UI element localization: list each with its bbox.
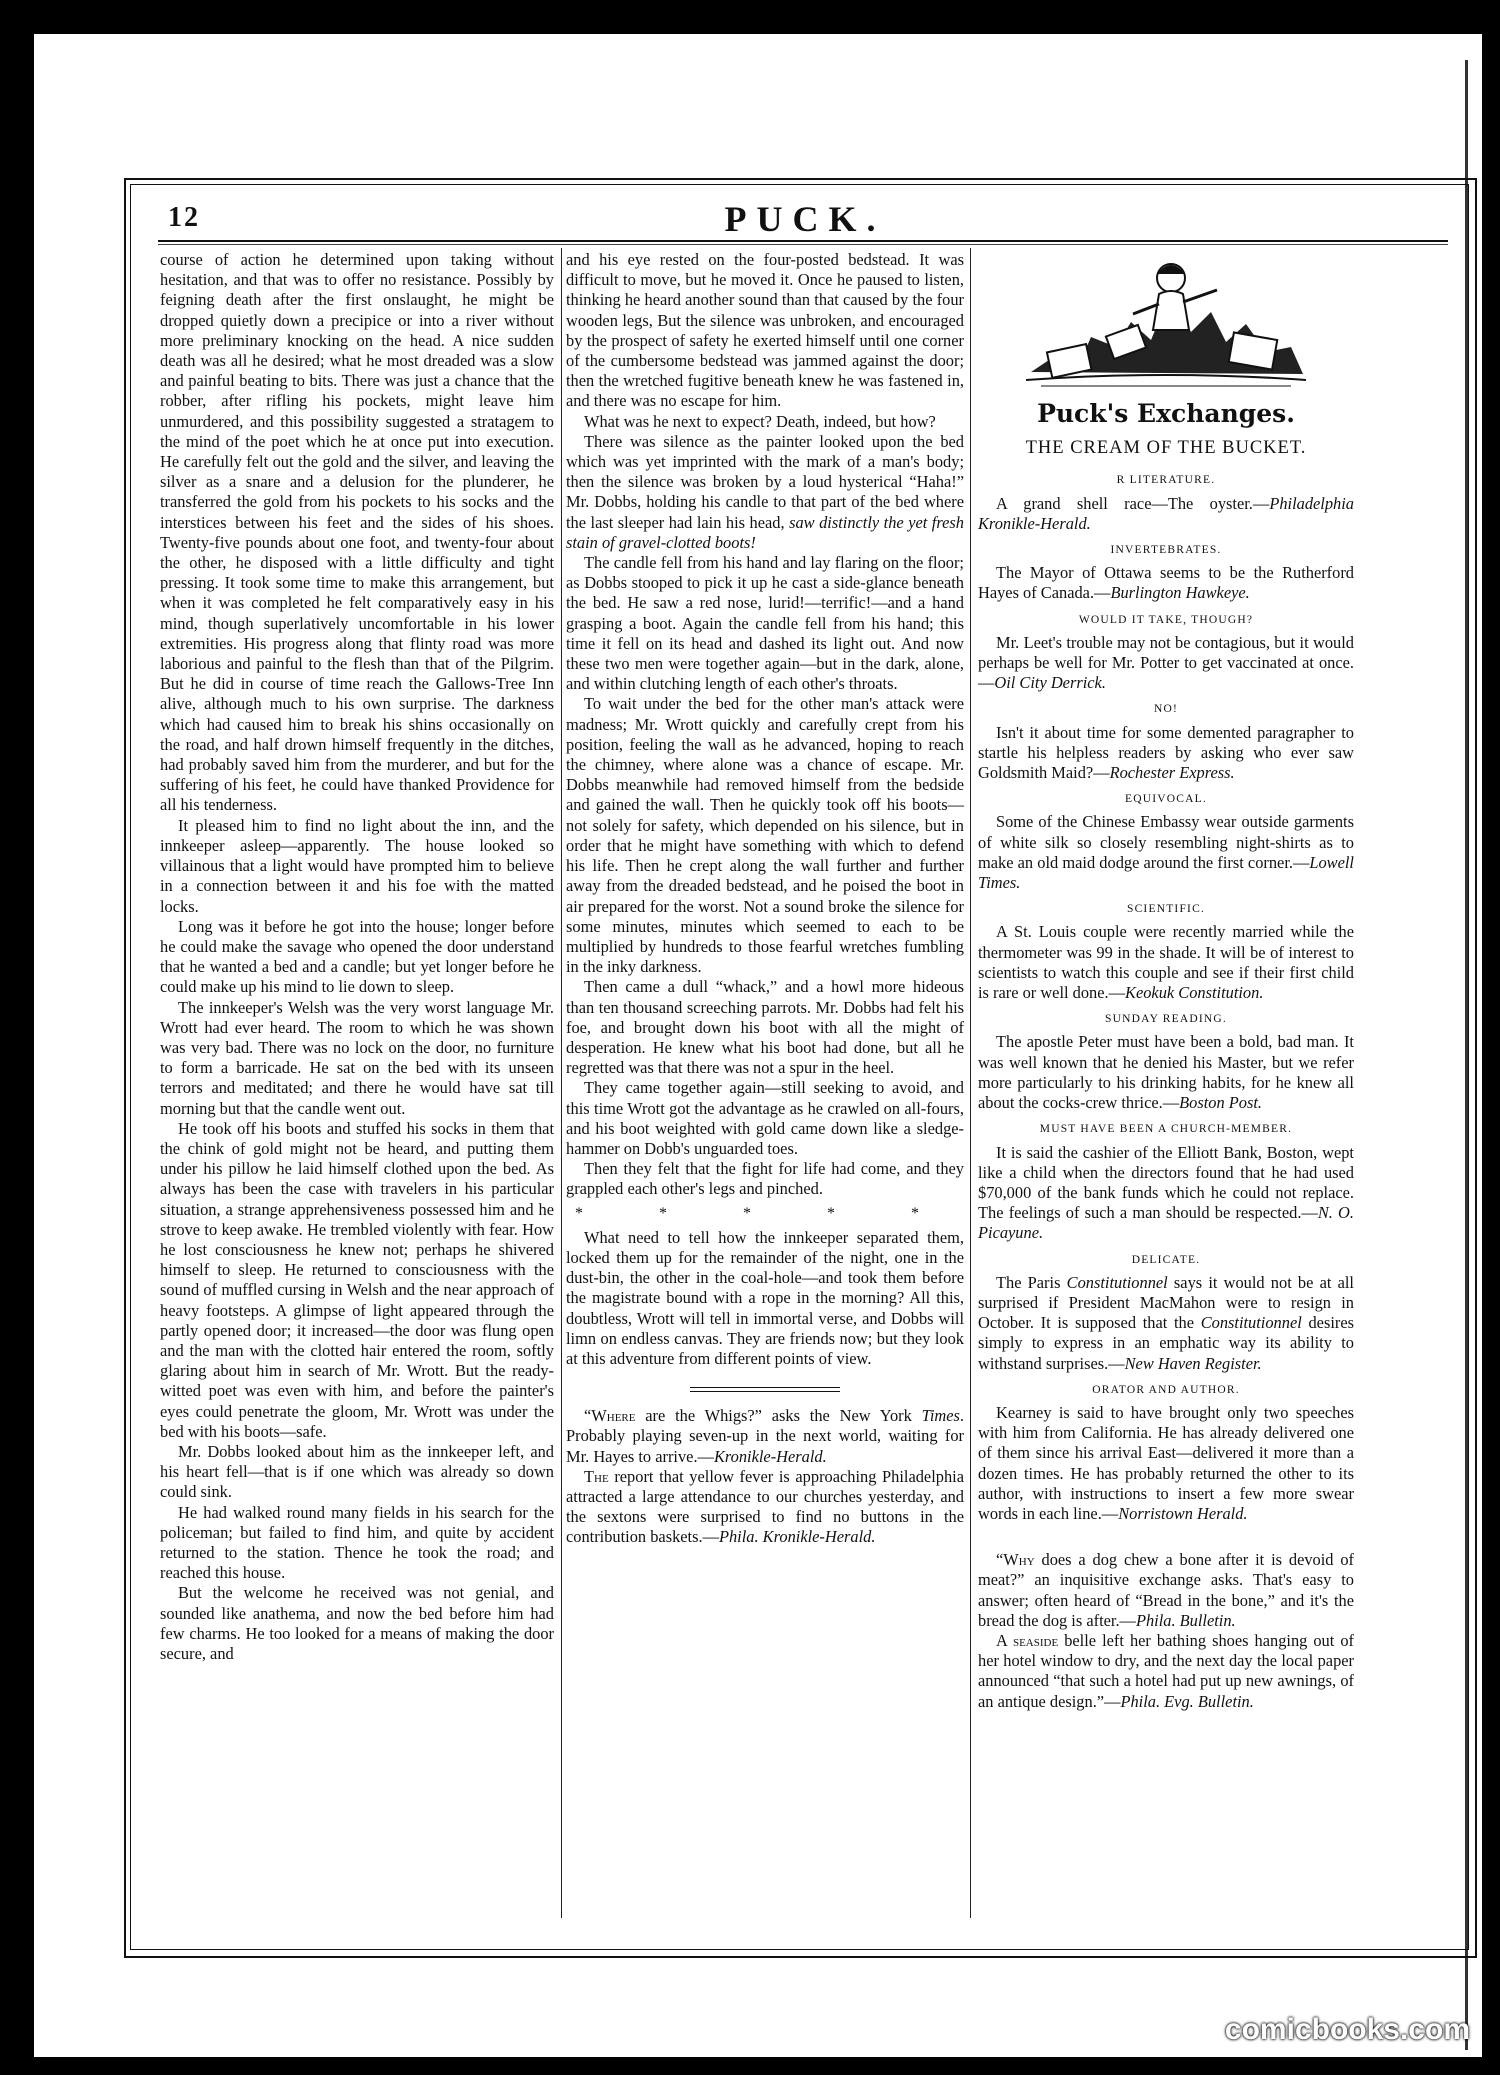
scan-border-top bbox=[0, 0, 1500, 34]
exchange-item: The Mayor of Ottawa seems to be the Rutherford Hayes of Canada.—Burlington Hawkeye. bbox=[978, 563, 1354, 603]
item-heading: DELICATE. bbox=[1131, 1253, 1201, 1266]
exchange-item: It is said the cashier of the Elliott Bank, Boston, wept like a child when the directors found that he had used $70,000 of the bank funds which he could not replace. The feelings of such a man should be respected.—N. O. Picayune. bbox=[978, 1142, 1354, 1243]
story-column-1 bbox=[160, 250, 554, 1664]
exchange-item: Some of the Chinese Embassy wear outside garments of white silk so closely resembling night-shirts as to make an old maid dodge around the first corner.—Lowell Times. bbox=[978, 812, 1354, 893]
exchange-item: Kearney is said to have brought only two speeches with him from California. He has already delivered one of them since his arrival East—delivered it more than a dozen times. He has probably returned the other to its author, with instructions to insert a few more swear words in each line.—Norristown Herald. bbox=[978, 1402, 1354, 1523]
story-paragraph: It pleased him to find no light about the inn, and the innkeeper asleep—apparently. The house looked so villainous that a light would have prompted him to believe in a connection between it and his foe with the matted locks. bbox=[160, 815, 554, 916]
page-number: 12 bbox=[168, 202, 200, 233]
masthead-title: PUCK. bbox=[724, 199, 886, 239]
item-heading: NO! bbox=[1153, 703, 1179, 716]
story-paragraph: He took off his boots and stuffed his socks in them that the chink of gold might not be heard, and putting them under his pillow he laid himself clothed upon the bed. As always has been the case with travelers in his particular situation, a strange apprehensiveness possessed him and he strove to keep awake. He trembled violently with fear. How he lost consciousness he knew not; perhaps he shivered himself to sleep. He returned to consciousness with the sound of muffled cursing in Welsh and the near approach of heavy footsteps. A glimpse of light appeared through the partly opened door; it increased—the door was flung open and the man with the clotted hair entered the room, softly glaring about him in search of Mr. Wrott. But the ready-witted poet was even with him, and before the painter's eyes could penetrate the gloom, Mr. Wrott was under the bed with his boots—safe. bbox=[160, 1118, 554, 1441]
exchange-item: The Paris Constitutionnel says it would not be at all surprised if President MacMahon were to resign in October. It is supposed that the Constitutionnel desires simply to express in an emphatic way its ability to withstand surprises.—New Haven Register. bbox=[978, 1272, 1354, 1373]
story-paragraph: Long was it before he got into the house; longer before he could make the savage who opened the door understand that he wanted a bed and a candle; but yet longer before he could make up his mind to lie down to sleep. bbox=[160, 916, 554, 997]
story-column-2 bbox=[566, 250, 964, 1548]
watermark-text: comicbooks.com bbox=[1224, 2013, 1470, 2046]
exchanges-column bbox=[978, 250, 1354, 1712]
whigs-item: “Where are the Whigs?” asks the New York Times. Probably playing seven-up in the next world, waiting for Mr. Hayes to arrive.—Kronikle-Herald. bbox=[566, 1406, 964, 1466]
item-heading: INVERTEBRATES. bbox=[1110, 544, 1222, 557]
scan-border-right bbox=[1482, 0, 1500, 2075]
exchange-item: A St. Louis couple were recently married while the thermometer was 99 in the shade. It will be of interest to scientists to watch this couple and see if their first child is rare or well done.—Keokuk Constitution. bbox=[978, 922, 1354, 1003]
item-heading: WOULD IT TAKE, THOUGH? bbox=[1078, 613, 1254, 626]
scan-border-left bbox=[0, 0, 34, 2075]
scan-border-bottom bbox=[0, 2057, 1500, 2075]
haha-italic: saw distinctly the yet fresh stain of gravel-clotted boots! bbox=[566, 512, 964, 552]
story-paragraph: The innkeeper's Welsh was the very worst language Mr. Wrott had ever heard. The room to which he was shown was very bad. There was no lock on the door, no furniture to form a barricade. He sat on the bed with its unseen terrors and meditated; and there he would have sat till morning but that the candle went out. bbox=[160, 997, 554, 1118]
column-divider-2 bbox=[970, 248, 971, 1918]
item-heading: SCIENTIFIC. bbox=[1126, 903, 1206, 916]
story-paragraph: Mr. Dobbs looked about him as the innkeeper left, and his heart fell—that is if one which was already so down could sink. bbox=[160, 1441, 554, 1502]
section-stars: * * * * * bbox=[575, 1204, 955, 1222]
item-heading: MUST HAVE BEEN A CHURCH-MEMBER. bbox=[1039, 1123, 1293, 1136]
exchange-item: Mr. Leet's trouble may not be contagious, but it would perhaps be well for Mr. Potter to get vaccinated at once.—Oil City Derrick. bbox=[978, 632, 1354, 693]
story-paragraph: To wait under the bed for the other man's attack were madness; Mr. Wrott quickly and carefully crept from his position, feeling the wall as he advanced, hoping to reach the chimney, where alone was a chance of escape. Mr. Dobbs meanwhile had removed himself from the bedside and gained the wall. Then he quickly took off his boots—not solely for safety, which depended on his silence, but in order that he might have something with which to defend his life. Then he crept along the wall further and further away from the dreaded bedstead, and he poised the boot in air prepared for the worst. Not a sound broke the silence for some minutes, minutes which seemed to each to be multiplied by hundreds to those fearful wretches fumbling in the inky darkness. bbox=[566, 694, 964, 977]
story-paragraph: What need to tell how the innkeeper separated them, locked them up for the remainder of the night, one in the dust-bin, the other in the coal-hole—and took them before the magistrate bound with a rope in the morning? All this, doubtless, Wrott will tell in immortal verse, and Dobbs will limn on endless canvas. They are friends now; but they look at this adventure from different points of view. bbox=[566, 1227, 964, 1368]
page-header bbox=[160, 198, 1450, 238]
item-heading: ORATOR AND AUTHOR. bbox=[1092, 1383, 1240, 1396]
story-paragraph bbox=[566, 432, 964, 553]
exchanges-title: Puck's Exchanges. bbox=[1037, 399, 1295, 428]
header-rule bbox=[158, 240, 1448, 242]
exchange-item: “Why does a dog chew a bone after it is devoid of meat?” an inquisitive exchange asks. That's easy to answer; often heard of “Bread in the bone,” and it's the bread the dog is after.—Phila. Bulletin. bbox=[978, 1550, 1354, 1630]
exchange-item: A seaside belle left her bathing shoes hanging out of her hotel window to dry, and the next day the local paper announced “that such a hotel had put up new awnings, of an antique design.”—Phila. Evg. Bulletin. bbox=[978, 1630, 1354, 1711]
story-paragraph: Then they felt that the fight for life had come, and they grappled each other's legs and pinched. bbox=[566, 1159, 964, 1199]
haha-text: There was silence as the painter looked upon the bed which was yet imprinted with the mark of a man's body; then the silence was broken by a loud hysterical “Haha!” Mr. Dobbs, holding his candle to that part of the bed where the last sleeper had lain his head, bbox=[566, 431, 964, 532]
story-paragraph: What was he next to expect? Death, indeed, but how? bbox=[584, 411, 936, 431]
story-paragraph: Then came a dull “whack,” and a howl more hideous than ten thousand screeching parrots. Mr. Dobbs had felt his foe, and brought down his boot with all the might of desperation. He knew what his boot had done, but all he regretted was that there was not a spur in the heel. bbox=[566, 977, 964, 1078]
story-paragraph: course of action he determined upon taking without hesitation, and that was to offer no resistance. Possibly by feigning death after the first onslaught, he might be dropped quietly down a precipice or into a river without more preliminary knocking on the head. A nice sudden death was all he desired; what he most dreaded was a slow and painful beating to bits. There was just a chance that the robber, after rifling his pockets, might leave him unmurdered, and this possibility suggested a stratagem to the mind of the poet which he at once put into execution. He carefully felt out the gold and the silver, and leaving the silver as a snare and a delusion for the plunderer, he transferred the gold from his pockets to his socks and the interstices between his feet and the sides of his shoes. Twenty-five pounds about one foot, and twenty-four about the other, he disposed with a little difficulty and tight pressing. It took some time to make this arrangement, but when it was completed he felt comparatively easy in his mind, though superlatively uncomfortable in his lower extremities. His progress along that flinty road was more laborious and painful to the flesh than that of the Pilgrim. But he did in course of time reach the Gallows-Tree Inn alive, although much to his own surprise. The darkness which had caused him to break his shins occasionally on the road, and half drown himself frequently in the ditches, had probably saved him from the murderer, and but for the suffering of his feet, he could have thanked Providence for all his tenderness. bbox=[160, 250, 554, 815]
story-paragraph: and his eye rested on the four-posted bedstead. It was difficult to move, but he moved it. Once he paused to listen, thinking he heard another sound than that caused by the four wooden legs, But the silence was unbroken, and encouraged by the prospect of safety he exerted himself until one corner of the cumbersome bedstead was jammed against the door; then the wretched fugitive beneath knew he was fastened in, and there was no escape for him. bbox=[566, 250, 964, 411]
exchange-item: Isn't it about time for some demented paragrapher to startle his helpless readers by asking who ever saw Goldsmith Maid?—Rochester Express. bbox=[978, 722, 1354, 783]
exchange-item: A grand shell race—The oyster.—Philadelphia Kronikle-Herald. bbox=[978, 493, 1354, 533]
item-heading: EQUIVOCAL. bbox=[1125, 793, 1207, 806]
item-heading: SUNDAY READING. bbox=[1105, 1013, 1227, 1026]
exchange-item: The apostle Peter must have been a bold, bad man. It was well known that he denied his Master, but we refer more particularly to his drinking habits, for he knew all about the cocks-crew thrice.—Boston Post. bbox=[978, 1032, 1354, 1113]
exchanges-vignette-illustration bbox=[1021, 252, 1311, 402]
story-paragraph: He had walked round many fields in his search for the policeman; but failed to find him, and quite by accident returned to the station. Thence he took the road; and reached this house. bbox=[160, 1502, 554, 1583]
exchanges-subtitle: THE CREAM OF THE BUCKET. bbox=[1025, 438, 1307, 459]
column-divider-1 bbox=[561, 248, 562, 1918]
fever-item: The report that yellow fever is approaching Philadelphia attracted a large attendance to our churches yesterday, and the sextons were surprised to find no buttons in the contribution baskets.—Phila. Kronikle-Herald. bbox=[566, 1466, 964, 1547]
story-paragraph: They came together again—still seeking to avoid, and this time Wrott got the advantage as he crawled on all-fours, and his boot weighted with gold came down like a sledge-hammer on Dobb's unguarded toes. bbox=[566, 1078, 964, 1158]
story-paragraph: But the welcome he received was not genial, and sounded like anathema, and now the bed before him had few charms. He too looked for a means of making the door secure, and bbox=[160, 1583, 554, 1664]
double-rule-separator bbox=[690, 1387, 840, 1392]
item-heading: R LITERATURE. bbox=[1116, 474, 1216, 487]
header-rule-thin bbox=[158, 244, 1448, 245]
story-paragraph: The candle fell from his hand and lay flaring on the floor; as Dobbs stooped to pick it up he cast a side-glance beneath the bed. He saw a red nose, lurid!—terrific!—and a hand grasping a boot. Again the candle fell from his hand; this time it fell on its head and dashed its light out. And now these two men were together again—but in the dark, alone, and within clutching length of each other's throats. bbox=[566, 553, 964, 694]
